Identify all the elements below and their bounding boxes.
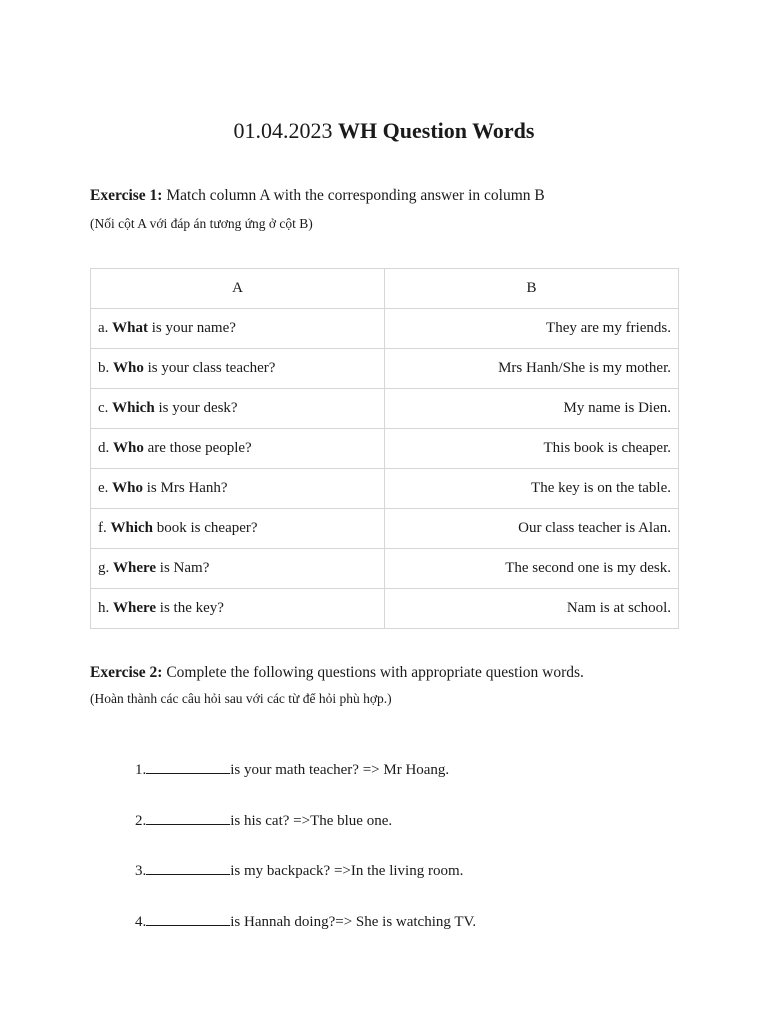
question-letter: e.	[98, 480, 109, 496]
exercise1-translation: (Nối cột A với đáp án tương ứng ở cột B)	[90, 216, 313, 231]
question-number: 3.	[135, 863, 147, 879]
table-row	[91, 309, 679, 349]
question-number: 2.	[135, 812, 147, 829]
list-item	[135, 809, 476, 860]
exercise1-heading	[90, 186, 545, 206]
answer-cell: The key is on the table.	[385, 469, 679, 509]
title-main: WH Question Words	[338, 118, 535, 143]
table-row	[91, 549, 679, 589]
exercise1-label: Exercise 1:	[90, 187, 163, 204]
question-word: Who	[113, 360, 144, 376]
question-cell	[91, 509, 385, 549]
answer-blank[interactable]	[146, 809, 230, 825]
exercise2-heading	[90, 663, 584, 683]
question-text: is Hannah doing?=> She is watching TV.	[230, 913, 477, 930]
answer-cell: My name is Dien.	[385, 389, 679, 429]
page-title	[0, 116, 768, 146]
question-cell	[91, 469, 385, 509]
question-number: 4.	[135, 913, 147, 930]
exercise2-label: Exercise 2:	[90, 664, 163, 681]
title-date: 01.04.2023	[233, 118, 333, 143]
question-word: Who	[112, 480, 144, 496]
answer-blank[interactable]	[146, 758, 230, 774]
question-rest: is your class teacher?	[147, 360, 276, 376]
column-b-header: B	[385, 269, 679, 309]
question-rest: book is cheaper?	[156, 520, 258, 536]
answer-cell: This book is cheaper.	[385, 429, 679, 469]
question-word: What	[112, 320, 149, 336]
matching-table	[90, 268, 679, 629]
question-rest: is Mrs Hanh?	[146, 480, 228, 496]
question-cell	[91, 309, 385, 349]
question-cell	[91, 549, 385, 589]
table-header-row	[91, 269, 679, 309]
answer-cell: The second one is my desk.	[385, 549, 679, 589]
answer-cell: Mrs Hanh/She is my mother.	[385, 349, 679, 389]
question-number: 1.	[135, 762, 147, 778]
question-rest: is your name?	[151, 320, 236, 336]
exercise1-instruction: Match column A with the corresponding answer in column B	[166, 187, 545, 204]
answer-cell: Our class teacher is Alan.	[385, 509, 679, 549]
table-row	[91, 429, 679, 469]
question-word: Which	[110, 520, 154, 536]
table-row	[91, 389, 679, 429]
question-text: is my backpack? =>In the living room.	[230, 863, 464, 879]
list-item	[135, 758, 476, 809]
question-rest: is the key?	[159, 600, 224, 616]
question-cell	[91, 349, 385, 389]
question-word: Which	[112, 400, 155, 416]
table-row	[91, 589, 679, 629]
exercise2-instruction: Complete the following questions with appropriate question words.	[166, 664, 584, 681]
question-letter: f.	[98, 520, 107, 536]
question-rest: are those people?	[147, 440, 252, 456]
answer-cell: They are my friends.	[385, 309, 679, 349]
answer-blank[interactable]	[146, 910, 230, 926]
list-item	[135, 910, 476, 961]
question-text: is his cat? =>The blue one.	[230, 812, 393, 829]
question-letter: d.	[98, 440, 110, 456]
question-word: Where	[113, 560, 157, 576]
question-letter: a.	[98, 320, 109, 336]
question-letter: g.	[98, 560, 110, 576]
table-row	[91, 469, 679, 509]
question-rest: is Nam?	[159, 560, 210, 576]
question-list	[135, 758, 476, 960]
exercise2-translation: (Hoàn thành các câu hỏi sau với các từ để hỏi phù hợp.)	[90, 691, 392, 706]
question-word: Who	[113, 440, 144, 456]
table-row	[91, 349, 679, 389]
list-item	[135, 859, 476, 910]
table-row	[91, 509, 679, 549]
column-a-header: A	[91, 269, 385, 309]
question-letter: b.	[98, 360, 110, 376]
question-cell	[91, 389, 385, 429]
answer-cell: Nam is at school.	[385, 589, 679, 629]
answer-blank[interactable]	[146, 859, 230, 875]
question-cell	[91, 429, 385, 469]
question-letter: c.	[98, 400, 109, 416]
question-text: is your math teacher? => Mr Hoang.	[230, 762, 450, 778]
question-letter: h.	[98, 600, 110, 616]
question-cell	[91, 589, 385, 629]
question-rest: is your desk?	[158, 400, 238, 416]
question-word: Where	[113, 600, 157, 616]
